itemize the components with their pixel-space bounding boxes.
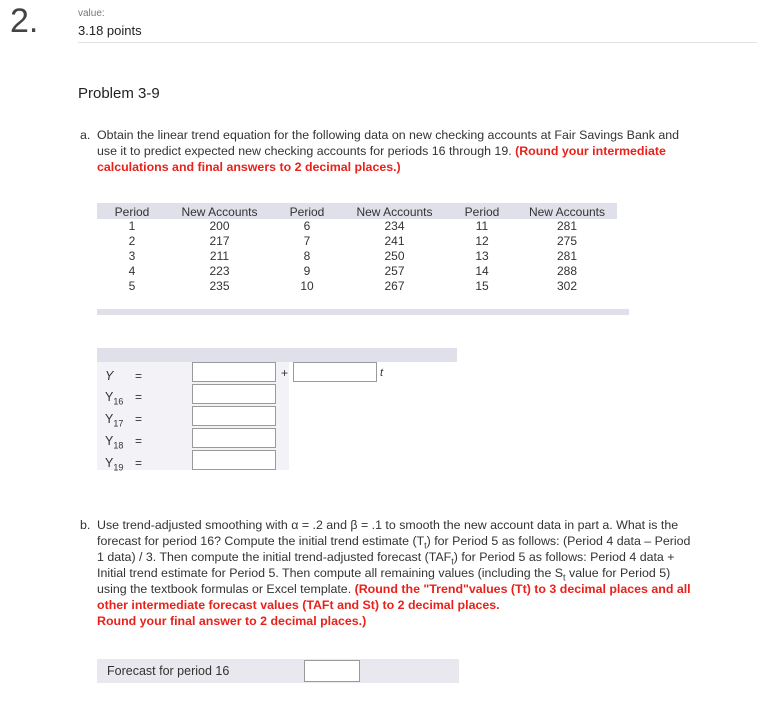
header-period-1: Period bbox=[97, 203, 167, 219]
y16-input[interactable] bbox=[192, 384, 276, 404]
data-table-container bbox=[97, 203, 629, 315]
y19-label: $Y_{19}$ bbox=[105, 456, 124, 473]
header-new-accounts-3: New Accounts bbox=[517, 203, 617, 219]
table-cell: 3 bbox=[128, 249, 136, 263]
part-a-instructions bbox=[80, 127, 697, 175]
data-table bbox=[97, 203, 617, 294]
table-cell: 250 bbox=[384, 249, 405, 263]
part-b-label: b. bbox=[80, 518, 91, 532]
table-cell: 12 bbox=[475, 234, 489, 248]
table-cell: 241 bbox=[384, 234, 405, 248]
part-b-final-rounding-note: Round your final answer to 2 decimal places.) bbox=[97, 614, 367, 628]
table-cell: 10 bbox=[300, 279, 314, 293]
points-value: 3.18 points bbox=[78, 23, 142, 38]
equals-sign: = bbox=[135, 412, 143, 426]
part-b-instructions: b. Use trend-adjusted smoothing with α = .2 and β = .1 to smooth the new account data in part a. What is the forecast for period 16? Compute the initial trend estimate $(T_t)$ for Period 5 as follows: (Period 4 data – Period 1 data) / 3. Then compute the initial trend-adjusted forecast $(TAF_t)$ for Period 5 as follows: Period 4 data + Initial trend estimate for Period 5. Then compute all remaining values (including the $S_t$ value for Period 5) using the textbook formulas or Excel template. (Round the "Trend"values (Tt) to 3 decimal places and all other intermediate forecast values (TAFt and St) to 2 decimal places. Round your final answer to 2 decimal places.) bbox=[80, 518, 691, 628]
table-cell: 7 bbox=[303, 234, 311, 248]
problem-title: Problem 3-9 bbox=[78, 85, 160, 102]
t-variable-label: t bbox=[380, 367, 384, 379]
table-cell: 8 bbox=[303, 249, 311, 263]
table-cell: 4 bbox=[128, 264, 136, 278]
table-row bbox=[97, 279, 617, 294]
y18-input[interactable] bbox=[192, 428, 276, 448]
part-b-rounding-note: (Round the "Trend"values (Tt) to 3 decimal places and all other intermediate forecast values (TAFt and St) to 2 decimal places. bbox=[97, 582, 691, 612]
forecast-16-input[interactable] bbox=[304, 660, 360, 682]
table-cell: 9 bbox=[303, 264, 311, 278]
table-cell: 1 bbox=[128, 219, 136, 233]
part-a-text: Obtain the linear trend equation for the following data on new checking accounts at Fair Savings Bank and use it to predict expected new checking accounts for periods 16 through 19. bbox=[97, 128, 680, 158]
table-cell: 288 bbox=[556, 264, 578, 278]
table-cell: 281 bbox=[556, 219, 578, 233]
table-row bbox=[97, 264, 617, 279]
slope-input[interactable] bbox=[293, 362, 377, 382]
plus-sign: + bbox=[281, 366, 289, 380]
table-cell: 13 bbox=[475, 249, 489, 263]
table-cell: 281 bbox=[556, 249, 578, 263]
y16-label: $Y_{16}$ bbox=[105, 390, 124, 407]
table-cell: 257 bbox=[384, 264, 405, 278]
intercept-input[interactable] bbox=[192, 362, 276, 382]
header-period-3: Period bbox=[447, 203, 517, 219]
table-cell: 14 bbox=[475, 264, 489, 278]
table-cell: 235 bbox=[209, 279, 230, 293]
y17-input[interactable] bbox=[192, 406, 276, 426]
table-cell: 211 bbox=[209, 249, 230, 263]
equation-header-bar bbox=[97, 348, 457, 362]
y17-label: $Y_{17}$ bbox=[105, 412, 124, 429]
table-cell: 200 bbox=[209, 219, 230, 233]
equals-sign: = bbox=[135, 456, 143, 470]
table-cell: 2 bbox=[128, 234, 136, 248]
question-number: 2. bbox=[10, 2, 39, 40]
y19-input[interactable] bbox=[192, 450, 276, 470]
table-cell: 223 bbox=[209, 264, 230, 278]
table-cell: 234 bbox=[384, 219, 405, 233]
part-a-rounding-note: (Round your intermediate calculations and final answers to 2 decimal places.) bbox=[97, 144, 666, 174]
table-row bbox=[97, 234, 617, 249]
table-cell: 217 bbox=[209, 234, 230, 248]
forecast-16-row bbox=[97, 659, 459, 683]
equals-sign: = bbox=[135, 369, 143, 383]
value-label: value: bbox=[78, 8, 105, 19]
header-new-accounts-1: New Accounts bbox=[167, 203, 272, 219]
y18-label: $Y_{18}$ bbox=[105, 434, 124, 451]
table-header-row bbox=[97, 203, 617, 219]
part-a-label: a. bbox=[80, 128, 91, 142]
table-cell: 275 bbox=[556, 234, 578, 248]
equals-sign: = bbox=[135, 434, 143, 448]
table-row bbox=[97, 219, 617, 234]
header-divider bbox=[78, 42, 757, 43]
y-label: Y bbox=[105, 369, 114, 383]
equation-area bbox=[97, 348, 457, 473]
table-cell: 267 bbox=[384, 279, 405, 293]
table-row bbox=[97, 249, 617, 264]
table-cell: 302 bbox=[556, 279, 578, 293]
table-cell: 5 bbox=[128, 279, 136, 293]
table-cell: 6 bbox=[303, 219, 311, 233]
header-period-2: Period bbox=[272, 203, 342, 219]
header-new-accounts-2: New Accounts bbox=[342, 203, 447, 219]
table-cell: 11 bbox=[475, 219, 489, 233]
forecast-16-label: Forecast for period 16 bbox=[107, 664, 230, 678]
equals-sign: = bbox=[135, 390, 143, 404]
table-cell: 15 bbox=[475, 279, 489, 293]
